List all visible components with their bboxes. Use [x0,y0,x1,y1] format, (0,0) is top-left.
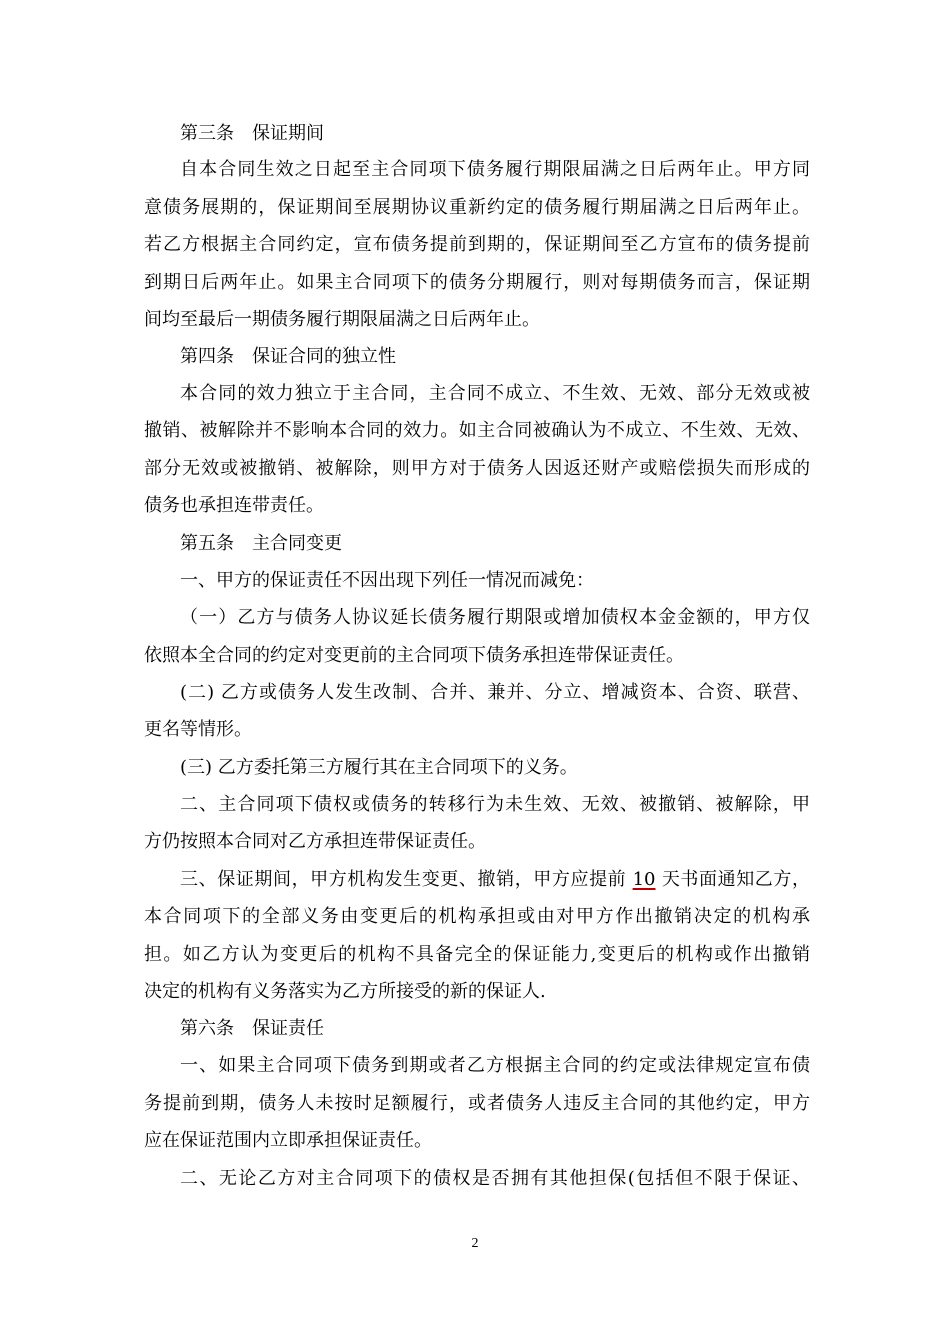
paragraph-line: 一、如果主合同项下债务到期或者乙方根据主合同的约定或法律规定宣布债 [180,1055,810,1076]
paragraph-line: 务提前到期，债务人未按时足额履行，或者债务人违反主合同的其他约定，甲方 [144,1093,810,1114]
paragraph-line: 本合同的效力独立于主合同，主合同不成立、不生效、无效、部分无效或被 [180,383,810,404]
notice-days-value: 10 [632,869,656,890]
paragraph-line: 部分无效或被撤销、被解除，则甲方对于债务人因返还财产或赔偿损失而形成的 [144,458,810,479]
paragraph-line: 二、主合同项下债权或债务的转移行为未生效、无效、被撤销、被解除，甲 [180,794,810,815]
paragraph-line: 决定的机构有义务落实为乙方所接受的新的保证人. [144,981,546,1002]
section-heading: 第三条 保证期间 [180,123,324,144]
section-heading: 第五条 主合同变更 [180,533,342,554]
paragraph-line: 一、甲方的保证责任不因出现下列任一情况而减免： [180,570,594,591]
paragraph-line: 间均至最后一期债务履行期限届满之日后两年止。 [144,309,540,330]
section-heading: 第六条 保证责任 [180,1018,324,1039]
page-number: 2 [471,1236,479,1251]
paragraph-line: 到期日后两年止。如果主合同项下的债务分期履行，则对每期债务而言，保证期 [144,272,810,293]
section-heading: 第四条 保证合同的独立性 [180,346,396,367]
paragraph-line: 自本合同生效之日起至主合同项下债务履行期限届满之日后两年止。甲方同 [180,159,810,180]
paragraph-line: 二、无论乙方对主合同项下的债权是否拥有其他担保(包括但不限于保证、 [180,1168,810,1189]
paragraph-line: 意债务展期的，保证期间至展期协议重新约定的债务履行期届满之日后两年止。 [144,197,810,218]
paragraph-line: 三、保证期间，甲方机构发生变更、撤销，甲方应提前 10 天书面通知乙方， [180,869,810,890]
paragraph-line: 撤销、被解除并不影响本合同的效力。如主合同被确认为不成立、不生效、无效、 [144,420,810,441]
paragraph-line: 担。如乙方认为变更后的机构不具备完全的保证能力,变更后的机构或作出撤销 [144,944,810,965]
paragraph-line: 本合同项下的全部义务由变更后的机构承担或由对甲方作出撤销决定的机构承 [144,906,810,927]
paragraph-line: 若乙方根据主合同约定，宣布债务提前到期的，保证期间至乙方宣布的债务提前 [144,234,810,255]
paragraph-line: 应在保证范围内立即承担保证责任。 [144,1130,432,1151]
paragraph-line: (二) 乙方或债务人发生改制、合并、兼并、分立、增减资本、合资、联营、 [180,682,810,703]
paragraph-line: 债务也承担连带责任。 [144,495,324,516]
paragraph-line: 更名等情形。 [144,719,252,740]
paragraph-line: 方仍按照本合同对乙方承担连带保证责任。 [144,831,486,852]
paragraph-line: （一）乙方与债务人协议延长债务履行期限或增加债权本金金额的，甲方仅 [180,607,810,628]
paragraph-line: 依照本全合同的约定对变更前的主合同项下债务承担连带保证责任。 [144,645,684,666]
paragraph-line: (三) 乙方委托第三方履行其在主合同项下的义务。 [180,757,578,778]
